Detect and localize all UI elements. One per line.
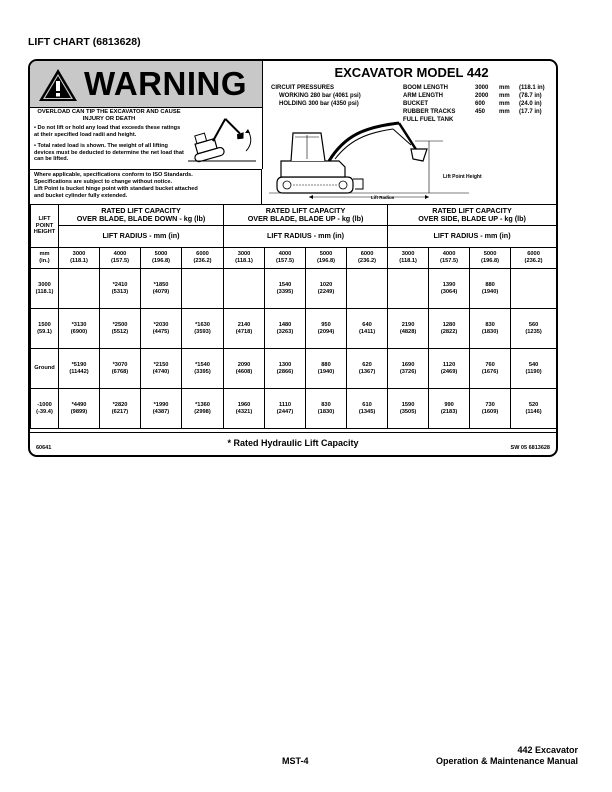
circuit-pressures-label: CIRCUIT PRESSURES <box>271 85 335 91</box>
lift-point-height-label: Lift Point Height <box>443 174 482 180</box>
warning-heading: WARNING <box>84 65 247 102</box>
capacity-cell: *4490 (9899) <box>59 389 100 429</box>
lift-point-height-header <box>31 205 59 248</box>
decal-footer <box>30 432 556 456</box>
capacity-cell: *1990 (4387) <box>141 389 182 429</box>
row-height-label: -1000 (-39.4) <box>31 389 59 429</box>
spec-notes <box>30 169 262 204</box>
manual-footer <box>436 745 578 767</box>
radius-columns-row <box>31 248 557 269</box>
capacity-cell: 880 (1940) <box>306 349 347 389</box>
radius-col-header: 5000 (196.8) <box>470 248 511 269</box>
capacity-cell: *2500 (5512) <box>100 309 141 349</box>
decal-code-left: 60641 <box>36 445 52 451</box>
radius-col-header: 3000 (118.1) <box>388 248 429 269</box>
holding-pressure: HOLDING 300 bar (4350 psi) <box>279 101 359 107</box>
spec-note: Specifications are subject to change without notice. <box>34 179 173 185</box>
warning-triangle-icon <box>38 68 78 102</box>
capacity-cell: 1020 (2249) <box>306 269 347 309</box>
group-header-blade-down: RATED LIFT CAPACITY OVER BLADE, BLADE DOWN - kg (lb) <box>59 205 224 226</box>
capacity-cell <box>224 269 265 309</box>
spec-unit: mm <box>499 85 510 91</box>
warning-header <box>30 61 263 108</box>
capacity-cell: 760 (1676) <box>470 349 511 389</box>
spec-unit: mm <box>499 93 510 99</box>
lift-capacity-table <box>30 204 557 429</box>
capacity-cell: 610 (1345) <box>347 389 388 429</box>
radius-label: LIFT RADIUS - mm (in) <box>224 226 388 248</box>
radius-col-header: 4000 (157.5) <box>100 248 141 269</box>
table-row <box>31 389 557 429</box>
spec-imperial: (78.7 in) <box>519 93 542 99</box>
table-row <box>31 269 557 309</box>
capacity-cell: *1630 (3593) <box>182 309 224 349</box>
manual-model: 442 Excavator <box>517 745 578 755</box>
radius-col-header: 4000 (157.5) <box>429 248 470 269</box>
model-specs <box>263 61 558 204</box>
spec-name: BOOM LENGTH <box>403 85 448 91</box>
capacity-cell: 990 (2183) <box>429 389 470 429</box>
spec-name: BUCKET <box>403 101 428 107</box>
overload-title: OVERLOAD CAN TIP THE EXCAVATOR AND CAUSE INJURY OR DEATH <box>37 109 181 122</box>
capacity-cell: 520 (1146) <box>511 389 557 429</box>
capacity-cell: 1540 (3395) <box>265 269 306 309</box>
spec-unit: mm <box>499 101 510 107</box>
capacity-cell: 830 (1830) <box>306 389 347 429</box>
lph-line: LIFT <box>38 216 51 223</box>
capacity-cell: 2090 (4608) <box>224 349 265 389</box>
model-title: EXCAVATOR MODEL 442 <box>334 65 489 80</box>
capacity-cell: 830 (1830) <box>470 309 511 349</box>
capacity-cell: *1850 (4079) <box>141 269 182 309</box>
spec-name: ARM LENGTH <box>403 93 443 99</box>
radius-col-header: 4000 (157.5) <box>265 248 306 269</box>
rated-hydraulic-footnote: * Rated Hydraulic Lift Capacity <box>227 438 359 448</box>
radius-col-header: 6000 (236.2) <box>182 248 224 269</box>
capacity-cell: *5190 (11442) <box>59 349 100 389</box>
capacity-cell: 540 (1190) <box>511 349 557 389</box>
page-title: LIFT CHART (6813628) <box>28 36 141 48</box>
capacity-cell: 730 (1609) <box>470 389 511 429</box>
row-height-label: 1500 (59.1) <box>31 309 59 349</box>
spec-imperial: (24.0 in) <box>519 101 542 107</box>
capacity-cell: *2030 (4475) <box>141 309 182 349</box>
spec-note: Where applicable, specifications conform to ISO Standards. <box>34 172 193 178</box>
spec-value: 3000 <box>475 85 489 91</box>
spec-unit: mm <box>499 109 510 115</box>
radius-label: LIFT RADIUS - mm (in) <box>388 226 557 248</box>
lph-line: POINT <box>35 222 54 229</box>
capacity-cell: *1540 (3395) <box>182 349 224 389</box>
radius-col-header: 6000 (236.2) <box>347 248 388 269</box>
capacity-cell: 1480 (3263) <box>265 309 306 349</box>
radius-col-header: 5000 (196.8) <box>306 248 347 269</box>
warning-bullet-1: • Do not lift or hold any load that exceeds these ratings at their specified load radii and height. <box>34 125 181 138</box>
row-height-label: 3000 (118.1) <box>31 269 59 309</box>
capacity-cell <box>388 269 429 309</box>
radius-col-header: 6000 (236.2) <box>511 248 557 269</box>
capacity-cell: 640 (1411) <box>347 309 388 349</box>
capacity-cell: *2410 (5313) <box>100 269 141 309</box>
group-header-over-side: RATED LIFT CAPACITY OVER SIDE, BLADE UP - kg (lb) <box>388 205 557 226</box>
radius-label: LIFT RADIUS - mm (in) <box>59 226 224 248</box>
capacity-cell: 880 (1940) <box>470 269 511 309</box>
capacity-cell: 1280 (2822) <box>429 309 470 349</box>
capacity-cell: *2150 (4740) <box>141 349 182 389</box>
capacity-cell: 1690 (3726) <box>388 349 429 389</box>
spec-imperial: (118.1 in) <box>519 85 545 91</box>
capacity-cell: 1390 (3064) <box>429 269 470 309</box>
capacity-cell: 2190 (4828) <box>388 309 429 349</box>
capacity-cell <box>182 269 224 309</box>
spec-name: FULL FUEL TANK <box>403 117 454 123</box>
warning-bullet-2: • Total rated load is shown. The weight of all lifting devices must be deducted to determine the net load that can be lifted. <box>34 143 184 163</box>
spec-note: and bucket cylinder fully extended. <box>34 193 128 199</box>
spec-value: 450 <box>475 109 486 115</box>
radius-col-header: 5000 (196.8) <box>141 248 182 269</box>
capacity-cell <box>511 269 557 309</box>
data-rows <box>31 269 557 429</box>
capacity-cell: 1110 (2447) <box>265 389 306 429</box>
capacity-cell <box>347 269 388 309</box>
decal-code-right: SW 05 6813628 <box>510 445 550 451</box>
capacity-cell: *3130 (6900) <box>59 309 100 349</box>
group-header-blade-up: RATED LIFT CAPACITY OVER BLADE, BLADE UP - kg (lb) <box>224 205 388 226</box>
capacity-cell <box>59 269 100 309</box>
capacity-cell: *3070 (6768) <box>100 349 141 389</box>
lift-chart-decal <box>28 59 558 457</box>
capacity-cell: *1360 (2998) <box>182 389 224 429</box>
working-pressure: WORKING 280 bar (4061 psi) <box>279 93 361 99</box>
capacity-cell: 950 (2094) <box>306 309 347 349</box>
row-height-label: Ground <box>31 349 59 389</box>
lift-radius-label: Lift Radius <box>371 195 395 200</box>
capacity-cell: 1960 (4321) <box>224 389 265 429</box>
lph-line: HEIGHT <box>33 229 56 236</box>
spec-value: 600 <box>475 101 486 107</box>
radius-col-header: 3000 (118.1) <box>59 248 100 269</box>
capacity-cell: 1120 (2469) <box>429 349 470 389</box>
capacity-cell: 1590 (3505) <box>388 389 429 429</box>
warning-body <box>30 107 263 169</box>
spec-name: RUBBER TRACKS <box>403 109 456 115</box>
tipping-excavator-illustration <box>186 111 258 165</box>
spec-note: Lift Point is bucket hinge point with standard bucket attached <box>34 186 198 192</box>
capacity-cell: 620 (1367) <box>347 349 388 389</box>
table-row <box>31 309 557 349</box>
capacity-cell: *2820 (6217) <box>100 389 141 429</box>
radius-col-header: 3000 (118.1) <box>224 248 265 269</box>
spec-value: 2000 <box>475 93 489 99</box>
capacity-cell: 2140 (4718) <box>224 309 265 349</box>
table-row <box>31 349 557 389</box>
capacity-cell: 1300 (2866) <box>265 349 306 389</box>
manual-title: Operation & Maintenance Manual <box>435 756 578 766</box>
excavator-diagram <box>269 121 558 201</box>
page-number: MST-4 <box>282 756 309 766</box>
unit-label: mm (in.) <box>31 248 59 269</box>
spec-imperial: (17.7 in) <box>519 109 542 115</box>
capacity-cell: 560 (1235) <box>511 309 557 349</box>
